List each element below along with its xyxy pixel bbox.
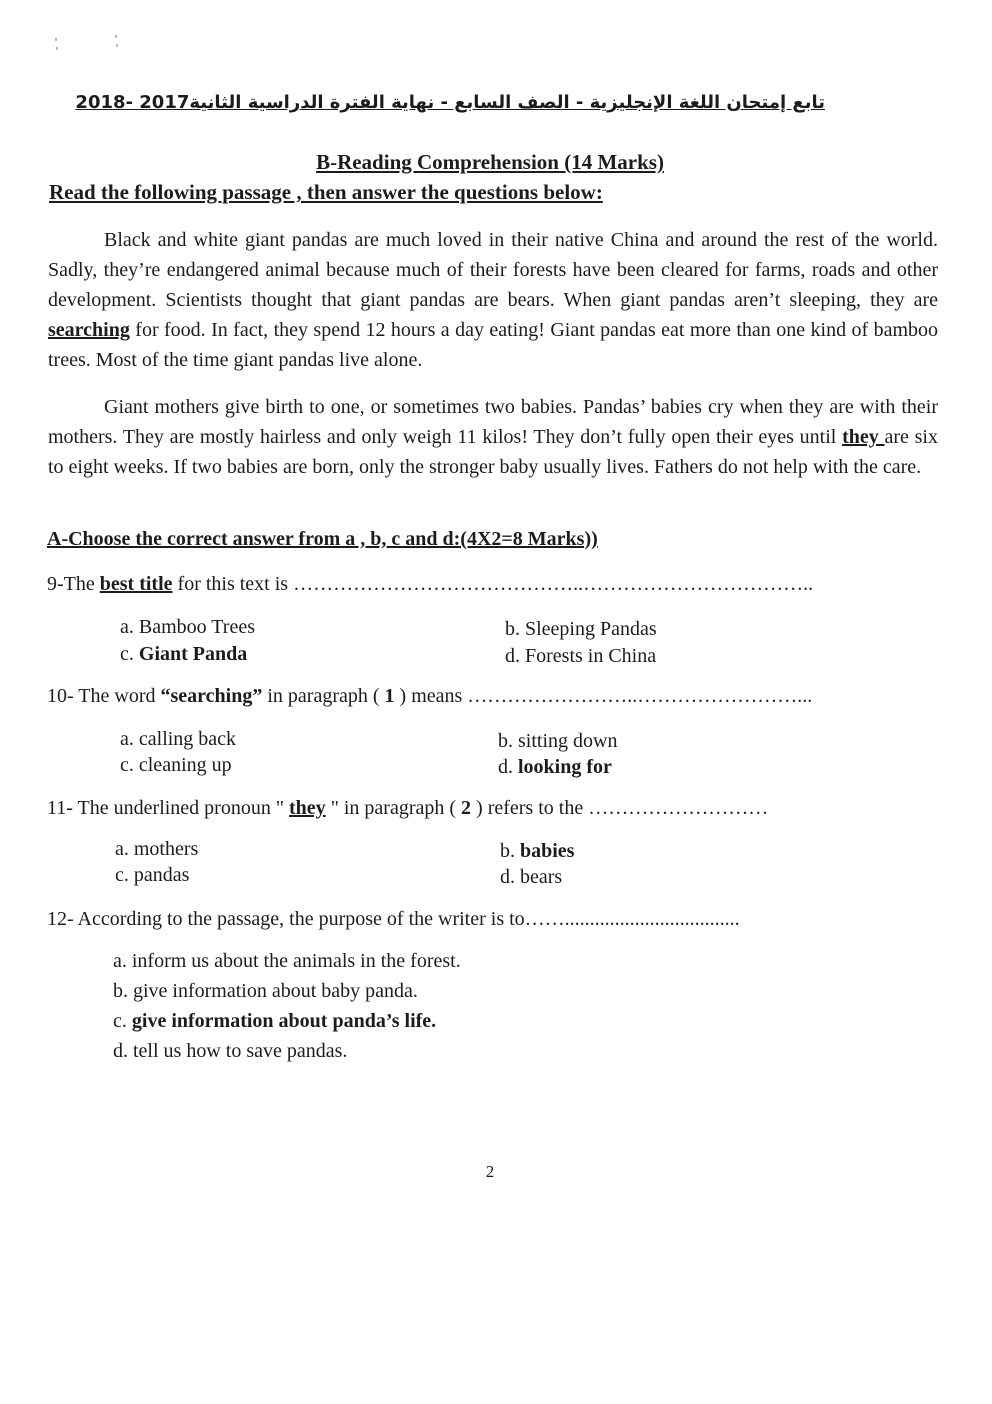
question-text: 10- The word [47,685,161,707]
question-text: ) refers to the ……………………… [471,797,769,819]
q9-option-d[interactable]: d. Forests in China [505,645,657,667]
q12-option-a[interactable]: a. inform us about the animals in the forest. [113,950,461,972]
option-letter: c. [120,643,139,665]
question-text: ) means ……………………..……………………... [394,685,813,707]
question-text: 9-The [47,573,100,595]
q10-option-c[interactable]: c. cleaning up [120,754,232,776]
q12-option-b[interactable]: b. give information about baby panda. [113,980,418,1002]
q10-option-b[interactable]: b. sitting down [498,730,618,752]
q11-option-b[interactable] [500,840,574,863]
paragraph-text: Giant mothers give birth to one, or sometimes two babies. Pandas’ babies cry when they are with their mothers. They are mostly hairless and only weigh 11 kilos! They don’t fully open their eyes until [48,396,938,448]
scan-speck [116,44,118,47]
question-keyword: best title [99,573,173,595]
q11-option-d[interactable]: d. bears [500,866,563,888]
question-keyword: “searching” [160,685,263,707]
passage-paragraph-2 [48,392,938,482]
q11-option-a[interactable]: a. mothers [115,838,199,860]
option-text-correct: babies [520,840,575,862]
paragraph-text: are six to eight weeks. If two babies are born, only the stronger baby usually lives. Fathers do not help with the care. [48,426,938,478]
paragraph-text: Black and white giant pandas are much loved in their native China and around the rest of the world. Sadly, they’re endangered animal because much of their forests have been cleared for farms, roads and other development. Scientists thought that giant pandas are bears. When giant pandas aren’t sleeping, they are [48,229,938,311]
exam-header-arabic: تابع إمتحان اللغة الإنجليزية - الصف السابع - نهاية الفترة الدراسية الثانية2017 -2018 [75,92,825,113]
page-number: 2 [485,1162,495,1181]
option-text-correct: give information about panda’s life. [131,1010,437,1032]
question-text: for this text is ……………………………………..…………………………….. [172,573,814,595]
q12-option-c[interactable] [113,1010,436,1033]
question-9 [47,573,813,596]
part-a-heading: A-Choose the correct answer from a , b, c and d:(4X2=8 Marks)) [47,528,598,550]
q9-option-c[interactable] [120,643,247,666]
scan-speck [56,47,58,50]
section-title: B-Reading Comprehension (14 Marks) [316,150,664,174]
passage-paragraph-1 [48,225,938,375]
keyword-searching: searching [48,319,130,341]
scan-speck [55,38,57,41]
paragraph-number: 1 [384,685,395,707]
option-text-correct: looking for [518,756,612,778]
keyword-they: they [842,426,885,448]
question-keyword: they [289,797,326,819]
q9-option-b[interactable]: b. Sleeping Pandas [505,618,657,640]
option-letter: b. [500,840,520,862]
q11-option-c[interactable]: c. pandas [115,864,190,886]
question-10 [47,685,812,708]
q12-option-d[interactable]: d. tell us how to save pandas. [113,1040,348,1062]
paragraph-number: 2 [461,797,472,819]
question-text: " in paragraph ( [325,797,462,819]
question-text: 11- The underlined pronoun " [47,797,290,819]
option-text-correct: Giant Panda [138,643,248,665]
q10-option-a[interactable]: a. calling back [120,728,237,750]
option-letter: d. [498,756,518,778]
q9-option-a[interactable]: a. Bamboo Trees [120,616,255,638]
question-11 [47,797,768,820]
option-letter: c. [113,1010,132,1032]
question-12: 12- According to the passage, the purpose of the writer is to……................................... [47,908,740,930]
paragraph-text: for food. In fact, they spend 12 hours a day eating! Giant pandas eat more than one kind of bamboo trees. Most of the time giant pandas live alone. [48,319,938,371]
scan-speck [115,35,117,38]
question-text: in paragraph ( [262,685,385,707]
q10-option-d[interactable] [498,756,612,779]
instruction: Read the following passage , then answer the questions below: [49,180,603,204]
